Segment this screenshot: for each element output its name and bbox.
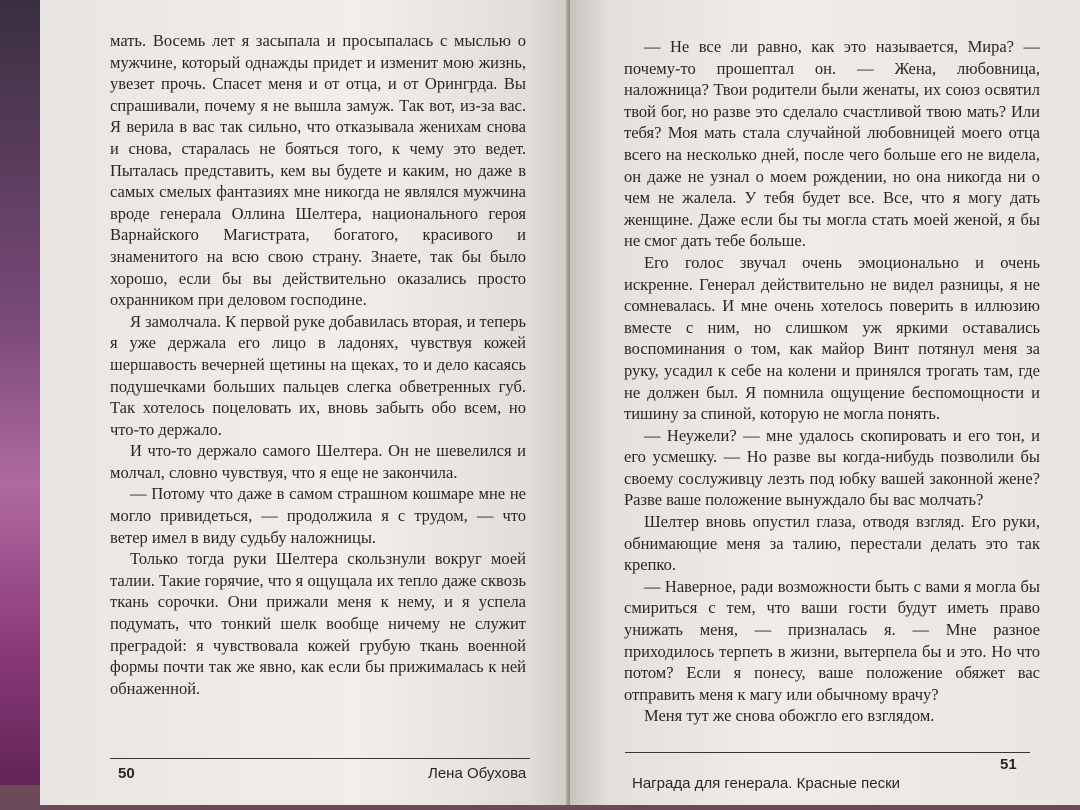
left-paragraph-5: Только тогда руки Шелтера скользнули вокруг моей талии. Такие горячие, что я ощущала их тепло даже сквозь ткань сорочки. Они прижали меня к нему, и я успела подумать, что тонкий шелк вообще ничему не служит преградой: я чувствовала кожей грубую ткань военной формы почти так же явно, как если бы прижималась к ней обнаженной. [110,549,526,698]
right-paragraph-5: — Наверное, ради возможности быть с вами я могла бы смириться с тем, что ваши гости будут иметь право унижать меня, — призналась я. — Мне разное приходилось терпеть в жизни, вытерпела бы и это. Но что потом? Если я понесу, ваше положение обяжет вас отправить меня к магу или обычному врачу? [624,576,1040,704]
left-paragraph-1: мать. Восемь лет я засыпала и просыпалась с мыслью о мужчине, который однажды придет и изменит мою жизнь, увезет прочь. Спасет меня и от отца, и от Орингрда. Вы спрашивали, почему я не вышла замуж. Так вот, из-за вас. Я верила в вас так сильно, что отказывала женихам снова и снова, старалась не бояться того, к чему это ведет. Пыталась представить, кем вы будете и каким, но даже в самых смелых фантазиях мне никогда не являлся мужчина вроде генерала Оллина Шелтера, национального героя Варнайского Магистрата, богатого, красивого и знаменитого на всю свою страну. Знаете, так бы было хорошо, если бы вы действительно оказались просто охранником при деловом господине. [110,31,526,310]
right-footer-rule [625,752,1030,753]
right-page-number: 51 [1000,756,1017,773]
left-paragraph-3: И что-то держало самого Шелтера. Он не шевелился и молчал, словно чувствуя, что я еще не закончила. [110,441,526,482]
left-running-head: Лена Обухова [428,765,527,782]
right-page [570,0,1080,805]
left-page-number: 50 [118,765,135,782]
right-paragraph-2: Его голос звучал очень эмоционально и очень искренне. Генерал действительно не видел разницы, я не сомневалась. И мне очень хотелось поверить в иллюзию вместе с ним, но слишком уж яркими оставались воспоминания о том, как майор Винт потянул меня за руку, усадил к себе на колени и принялся трогать там, где не должен был. Я помнила ощущение беспомощности и тишину за спиной, которую не могла понять. [624,252,1040,424]
right-paragraph-1: — Не все ли равно, как это называется, Мира? — почему-то прошептал он. — Жена, любовница, наложница? Твои родители были женаты, их союз освятил твой бог, но разве это сделало счастливой твою мать? Или тебя? Моя мать стала случайной любовницей моего отца всего на несколько дней, после чего больше его не видела, он даже не узнал о моем рождении, но она никогда ни о чем не жалела. У тебя будет все. Все, что я могу дать женщине. Даже если бы ты могла стать моей женой, я бы не смог дать тебе больше. [624,37,1040,251]
right-paragraph-3: — Неужели? — мне удалось скопировать и его тон, и его усмешку. — Но разве вы когда-нибудь позволили бы своему сослуживцу лезть под юбку вашей законной жене? Разве ваше положение вынуждало бы вас молчать? [624,425,1040,510]
left-footer-rule [110,758,530,759]
left-page [40,0,570,805]
left-paragraph-4: — Потому что даже в самом страшном кошмаре мне не могло привидеться, — продолжила я с трудом, — что ветер имел в виду судьбу наложницы. [110,484,526,547]
right-paragraph-4: Шелтер вновь опустил глаза, отводя взгляд. Его руки, обнимающие меня за талию, перестали делать это так крепко. [624,512,1040,575]
right-paragraph-6: Меня тут же снова обожгло его взглядом. [644,706,935,726]
right-running-head: Награда для генерала. Красные пески [632,775,901,792]
left-paragraph-2: Я замолчала. К первой руке добавилась вторая, и теперь я уже держала его лицо в ладонях, чувствуя кожей шершавость вечерней щетины на щеках, то и дело касаясь подушечками больших пальцев слегка обветренных губ. Так хотелось поцеловать их, вновь забыть обо всем, но что-то держало. [110,311,526,439]
